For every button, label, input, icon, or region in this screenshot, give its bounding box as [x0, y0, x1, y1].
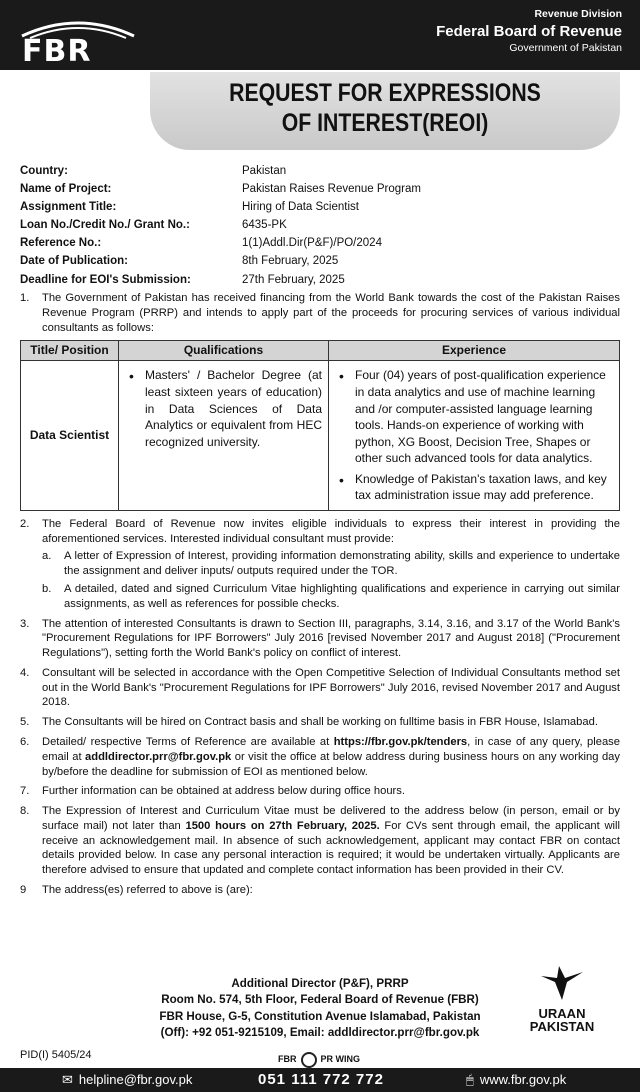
logo-text: FBR [22, 34, 92, 69]
bird-icon [537, 962, 587, 1002]
mouse-icon: 🖱 [466, 1072, 474, 1088]
mail-icon: ✉ [62, 1072, 73, 1088]
uraan-pakistan-logo [517, 962, 607, 1052]
para8-post: For CVs sent through email, the applicant will receive an acknowledgement mail. In absence of such acknowledgement, applicant may contact FBR on contact details provided below. In case any personal interaction is required; it would be undertaken virtually. Applicants are therefore advised to ensure that updated and complete contact information has been provided in their CV. [42, 819, 620, 877]
paragraph-8 [20, 804, 620, 878]
detail-label: Loan No./Credit No./ Grant No.: [20, 219, 190, 232]
pr-wing-logo [278, 1052, 360, 1068]
sub-text: A letter of Expression of Interest, providing information demonstrating ability, skills and experience to undertake the assignment and deliver inputs/ outputs required under the TOR. [64, 550, 620, 578]
footer [0, 1068, 640, 1092]
footer-email[interactable] [62, 1071, 192, 1088]
address-line1: Additional Director (P&F), PRRP [231, 977, 409, 990]
paragraph-2b [42, 582, 620, 612]
detail-row [20, 253, 620, 271]
detail-value: 6435-PK [242, 219, 287, 232]
detail-value: 27th February, 2025 [242, 273, 345, 286]
para-text: The address(es) referred to above is (are): [42, 884, 253, 897]
address-line3: FBR House, G-5, Constitution Avenue Islamabad, Pakistan [159, 1009, 481, 1023]
pid-number: PID(I) 5405/24 [20, 1049, 92, 1061]
paragraph-4 [20, 666, 620, 710]
tenders-link[interactable]: https://fbr.gov.pk/tenders [333, 736, 468, 749]
footer-web-text: www.fbr.gov.pk [479, 1072, 567, 1088]
uraan-line1: URAAN [538, 1005, 586, 1021]
para-number: 1. [20, 292, 30, 305]
para-number: 4. [20, 666, 30, 679]
address-line4: (Off): +92 051-9215109, Email: addldirector.prr@fbr.gov.pk [160, 1026, 480, 1040]
position-cell: Data Scientist [21, 361, 119, 510]
detail-label: Reference No.: [20, 237, 102, 250]
para6-mid: , in case of any query, please email at [42, 736, 620, 763]
para-number: 5. [20, 716, 30, 729]
detail-row [20, 235, 620, 253]
detail-label: Assignment Title: [20, 200, 117, 213]
organization-block [436, 8, 622, 56]
col-header-experience: Experience [329, 340, 620, 361]
para-text [42, 804, 620, 878]
para-number: 3. [20, 617, 30, 630]
para-text: The Government of Pakistan has received financing from the World Bank towards the cost of the Pakistan Raises Revenue Program (PRRP) and intends to apply part of the proceeds for procuring services of various individual consultants as follows: [42, 292, 620, 334]
paragraph-6 [20, 735, 620, 779]
para-text: Further information can be obtained at address below during office hours. [42, 785, 405, 798]
para-text: The Federal Board of Revenue now invites eligible individuals to express their interest in providing the aforementioned services. Interested individual consultant must provide: [42, 517, 620, 545]
table-row [21, 361, 620, 510]
content [20, 162, 620, 898]
detail-value: Pakistan Raises Revenue Program [242, 182, 421, 195]
para-text: The attention of interested Consultants is drawn to Section III, paragraphs, 3.14, 3.16, and 3.17 of the World Bank's "Procurement Regulations for IPF Borrowers" July 2016 [revised November 2017 and August 2018] ("Procurement Regulations"), setting forth the World Bank's policy on conflict of interest. [42, 617, 620, 660]
detail-row [20, 198, 620, 216]
email-link[interactable]: addldirector.prr@fbr.gov.pk [85, 750, 232, 763]
title-line1: REQUEST FOR EXPRESSIONS [229, 79, 541, 107]
col-header-qualifications: Qualifications [119, 340, 329, 361]
address-block [120, 976, 520, 1042]
detail-value: 8th February, 2025 [242, 255, 339, 268]
footer-phone-text: 051 111 772 772 [258, 1071, 384, 1089]
pr-wing-label: PR WING [320, 1054, 360, 1065]
para-text: The Consultants will be hired on Contract basis and shall be working on fulltime basis in FBR House, Islamabad. [42, 716, 598, 729]
para-text [42, 735, 620, 779]
para-number: 8. [20, 805, 30, 818]
paragraph-7 [20, 784, 620, 799]
para6-pre: Detailed/ respective Terms of Reference are available at [42, 736, 334, 749]
detail-value: Pakistan [242, 164, 287, 177]
detail-row [20, 271, 620, 289]
experience-item: • Four (04) years of post-qualification experience in data analytics and use of machine learning and /or computer-assisted language learning tools. Hands-on experience of working with python, XG Boost, Decision Tree, Shapes or other such advanced tools for data analytics. [335, 367, 613, 466]
para-number: 9 [20, 884, 27, 897]
detail-label: Date of Publication: [20, 255, 128, 268]
experience-item: • Knowledge of Pakistan's taxation laws, and key tax administration issue may add preference. [335, 471, 613, 504]
para8-pre: The Expression of Interest and Curriculum Vitae must be delivered to the address below (in person, email or by surface mail) not later than [42, 805, 620, 832]
qualification-item: • Masters' / Bachelor Degree (at least sixteen years of education) in Data Sciences of Data Analytics or equivalent from HEC recognized university. [125, 367, 322, 450]
page-title [185, 78, 585, 138]
org-name: Federal Board of Revenue [436, 22, 622, 40]
paragraph-2 [20, 517, 620, 547]
para6-post: or visit the office at below address during business hours on any working day by/before the deadline for submission of EOI as mentioned below. [42, 750, 620, 778]
paragraph-3 [20, 617, 620, 661]
footer-email-text: helpline@fbr.gov.pk [78, 1072, 193, 1088]
government: Government of Pakistan [509, 41, 622, 54]
para-number: 7. [20, 785, 30, 798]
paragraph-9 [20, 883, 620, 898]
division: Revenue Division [534, 8, 622, 20]
header [0, 0, 640, 160]
detail-label: Country: [20, 164, 68, 177]
paragraph-1 [20, 291, 620, 335]
qualifications-cell [119, 361, 329, 510]
detail-row [20, 217, 620, 235]
para-text: Consultant will be selected in accordance with the Open Competitive Selection of Individual Consultants method set out in the World Bank's "Procurement Regulations for IPF Borrowers" July 2016, revised November 2017 and August 2018. [42, 666, 620, 709]
footer-phone[interactable] [258, 1070, 384, 1090]
uraan-line2: PAKISTAN [529, 1019, 595, 1035]
footer-web[interactable] [466, 1071, 566, 1088]
detail-row [20, 162, 620, 180]
experience-cell [329, 361, 620, 510]
paragraph-2a [42, 549, 620, 579]
positions-table [20, 340, 620, 511]
detail-label: Deadline for EOI's Submission: [20, 273, 191, 286]
table-header-row [21, 340, 620, 361]
sub-text: A detailed, dated and signed Curriculum Vitae highlighting qualifications and experience in carrying out similar assignments, as well as references for possible checks. [64, 582, 620, 610]
phone-circle-icon [301, 1052, 317, 1068]
col-header-position: Title/ Position [21, 340, 119, 361]
detail-value: 1(1)Addl.Dir(P&F)/PO/2024 [242, 237, 382, 250]
address-line2: Room No. 574, 5th Floor, Federal Board of Revenue (FBR) [161, 993, 479, 1007]
pr-wing-fbr: FBR [278, 1054, 297, 1065]
para-number: 6. [20, 736, 30, 749]
para-number: 2. [20, 517, 30, 530]
detail-value: Hiring of Data Scientist [242, 200, 359, 213]
sub-number: b. [42, 582, 52, 595]
title-line2: OF INTEREST(REOI) [281, 109, 489, 137]
paragraph-5 [20, 715, 620, 730]
sub-number: a. [42, 550, 52, 563]
detail-row [20, 180, 620, 198]
deadline-bold: 1500 hours on 27th February, 2025. [185, 819, 380, 832]
detail-label: Name of Project: [20, 182, 112, 195]
